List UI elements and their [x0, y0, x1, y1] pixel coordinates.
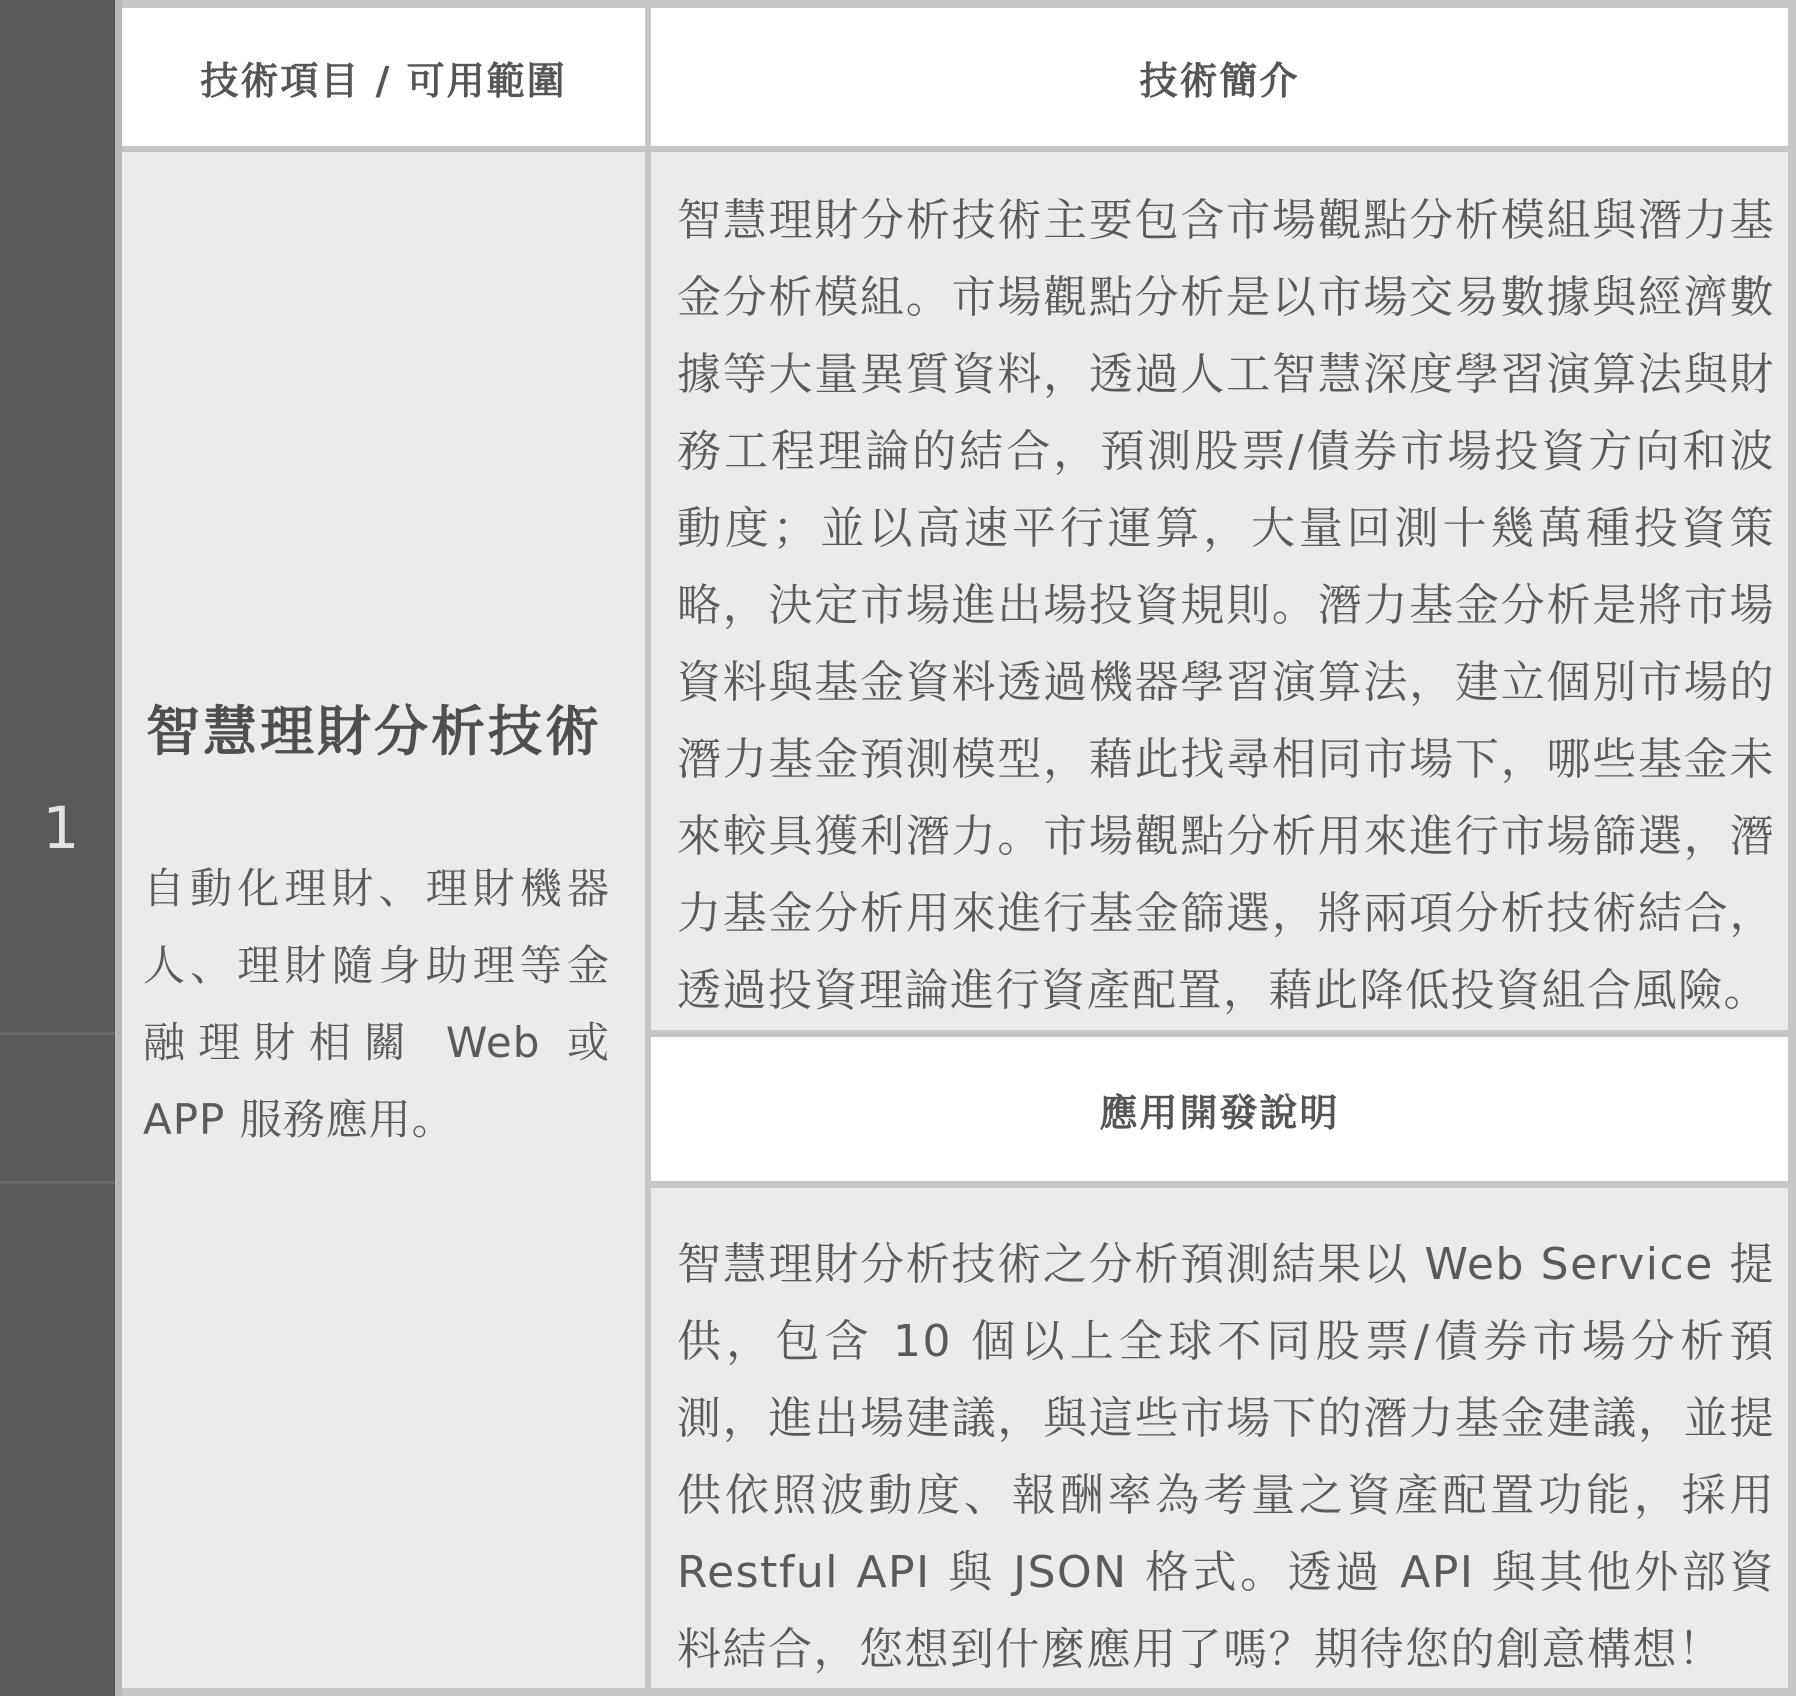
row-number: 1 [42, 794, 80, 862]
tech-intro-cell [651, 152, 1788, 1030]
gutter-row-divider-bottom [0, 1181, 115, 1184]
table-border-below-app-header [651, 1181, 1788, 1188]
item-cell [122, 152, 645, 1688]
table-border-bottom [122, 1688, 1796, 1696]
app-dev-header-cell [651, 1037, 1788, 1181]
table-border-top [122, 0, 1796, 8]
header-cell-tech-intro [651, 8, 1788, 146]
technology-scope: 自動化理財、理財機器人、理財隨身助理等金融理財相關 Web 或 APP 服務應用。 [143, 864, 610, 1144]
col2-header-label: 技術簡介 [1139, 58, 1300, 103]
tech-intro-paragraph: 智慧理財分析技術主要包含市場觀點分析模組與潛力基金分析模組。市場觀點分析是以市場交易數據與經濟數據等大量異質資料，透過人工智慧深度學習演算法與財務工程理論的結合，預測股票/債券市場投資方向和波動度；並以高速平行運算，大量回測十幾萬種投資策略，決定市場進出場投資規則。潛力基金分析是將市場資料與基金資料透過機器學習演算法，建立個別市場的潛力基金預測模型，藉此找尋相同市場下，哪些基金未來較具獲利潛力。市場觀點分析用來進行市場篩選，潛力基金分析用來進行基金篩選，將兩項分析技術結合，透過投資理論進行資產配置，藉此降低投資組合風險。 [677, 195, 1775, 1016]
app-dev-header-label: 應用開發說明 [1099, 1090, 1340, 1135]
gutter-strip [115, 0, 122, 1696]
gutter-row-divider-top [0, 1032, 115, 1035]
table-border-above-app-header [651, 1030, 1788, 1037]
technology-title: 智慧理財分析技術 [146, 700, 602, 763]
table-border-under-header [122, 146, 1788, 152]
app-dev-cell [651, 1188, 1788, 1688]
header-cell-item-scope [122, 8, 645, 146]
col1-header-label: 技術項目 / 可用範圍 [200, 58, 567, 103]
table-border-column-divider [645, 8, 651, 1688]
app-dev-paragraph: 智慧理財分析技術之分析預測結果以 Web Service 提供，包含 10 個以上全球不同股票/債券市場分析預測，進出場建議，與這些市場下的潛力基金建議，並提供依照波動度、報酬率為考量之資產配置功能，採用 Restful API 與 JSON 格式。透過 API 與其他外部資料結合，您想到什麼應用了嗎？期待您的創意構想！ [677, 1239, 1775, 1675]
table-border-right [1788, 0, 1796, 1696]
